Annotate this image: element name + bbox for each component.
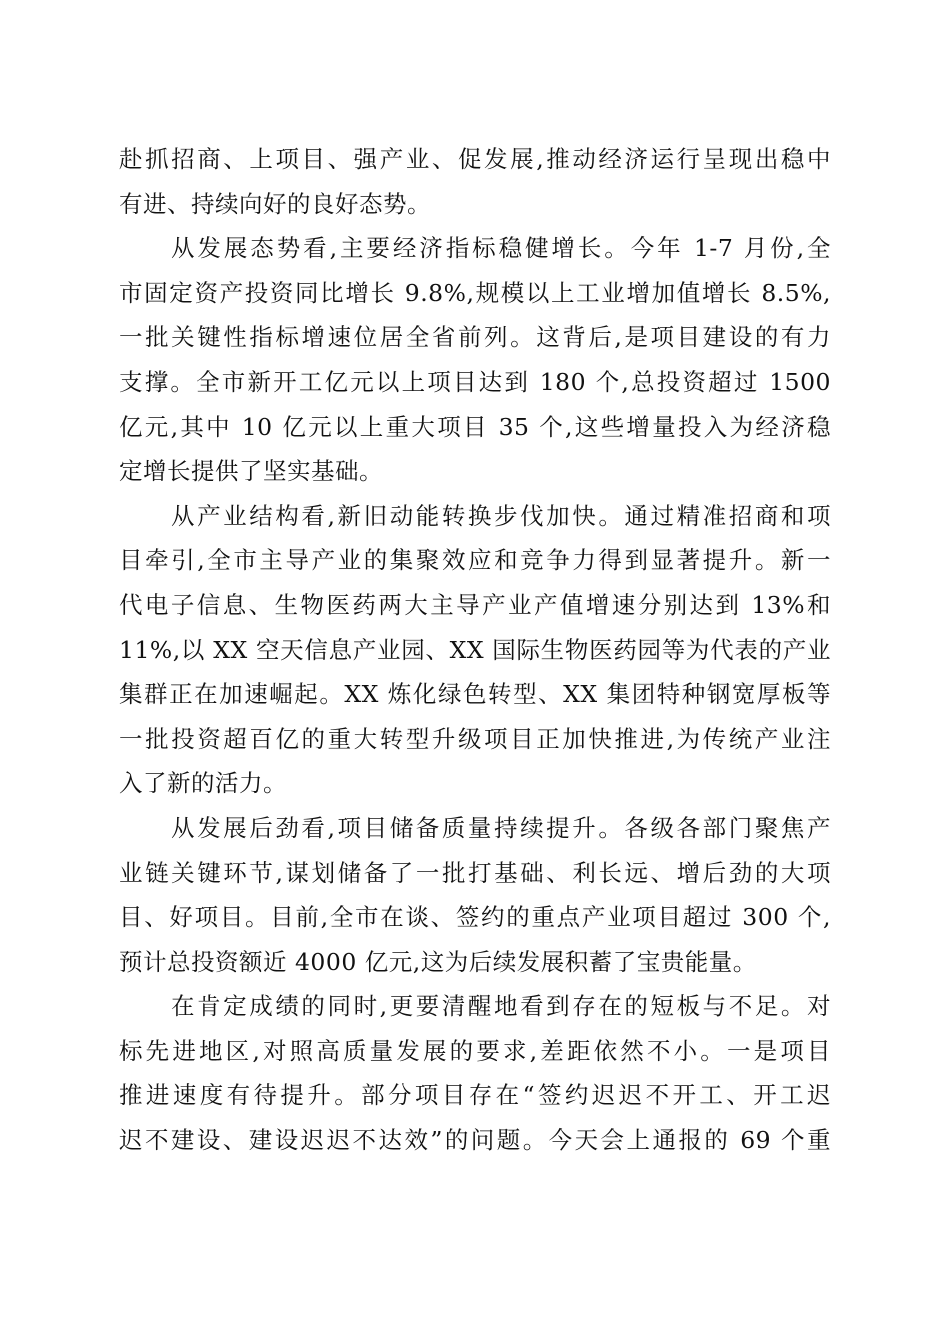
paragraph [119, 494, 831, 806]
paragraph [119, 137, 831, 226]
paragraph [119, 806, 831, 984]
text-line: 预计总投资额近 4000 亿元,这为后续发展积蓄了宝贵能量。 [119, 947, 757, 976]
text-line: 市固定资产投资同比增长 9.8%,规模以上工业增加值增长 8.5%, [119, 278, 831, 307]
text-line: 在肯定成绩的同时,更要清醒地看到存在的短板与不足。对 [171, 992, 831, 1021]
text-line: 从发展后劲看,项目储备质量持续提升。各级各部门聚焦产 [171, 813, 831, 842]
text-line: 一批投资超百亿的重大转型升级项目正加快推进,为传统产业注 [119, 724, 831, 753]
text-line: 定增长提供了坚实基础。 [119, 457, 383, 486]
paragraph [119, 226, 831, 494]
text-line: 有进、持续向好的良好态势。 [119, 189, 431, 218]
text-line: 赴抓招商、上项目、强产业、促发展,推动经济运行呈现出稳中 [119, 145, 831, 173]
text-line: 从产业结构看,新旧动能转换步伐加快。通过精准招商和项 [171, 501, 831, 530]
paragraph [119, 984, 831, 1162]
text-line: 11%,以 XX 空天信息产业园、XX 国际生物医药园等为代表的产业 [119, 635, 831, 664]
text-line: 迟不建设、建设迟迟不达效”的问题。今天会上通报的 69 个重 [119, 1126, 831, 1155]
text-line: 从发展态势看,主要经济指标稳健增长。今年 1-7 月份,全 [171, 234, 831, 263]
text-line: 代电子信息、生物医药两大主导产业产值增速分别达到 13%和 [119, 590, 831, 619]
text-line: 支撑。全市新开工亿元以上项目达到 180 个,总投资超过 1500 [119, 367, 831, 396]
text-line: 目、好项目。目前,全市在谈、签约的重点产业项目超过 300 个, [119, 903, 831, 932]
text-line: 亿元,其中 10 亿元以上重大项目 35 个,这些增量投入为经济稳 [119, 412, 831, 441]
text-line: 集群正在加速崛起。XX 炼化绿色转型、XX 集团特种钢宽厚板等 [119, 680, 831, 709]
text-line: 入了新的活力。 [119, 769, 287, 798]
document-page [119, 137, 831, 1163]
text-line: 标先进地区,对照高质量发展的要求,差距依然不小。一是项目 [119, 1036, 831, 1065]
text-line: 业链关键环节,谋划储备了一批打基础、利长远、增后劲的大项 [119, 858, 831, 887]
text-line: 目牵引,全市主导产业的集聚效应和竞争力得到显著提升。新一 [119, 546, 831, 575]
text-line: 一批关键性指标增速位居全省前列。这背后,是项目建设的有力 [119, 323, 831, 352]
text-line: 推进速度有待提升。部分项目存在“签约迟迟不开工、开工迟 [119, 1081, 831, 1110]
